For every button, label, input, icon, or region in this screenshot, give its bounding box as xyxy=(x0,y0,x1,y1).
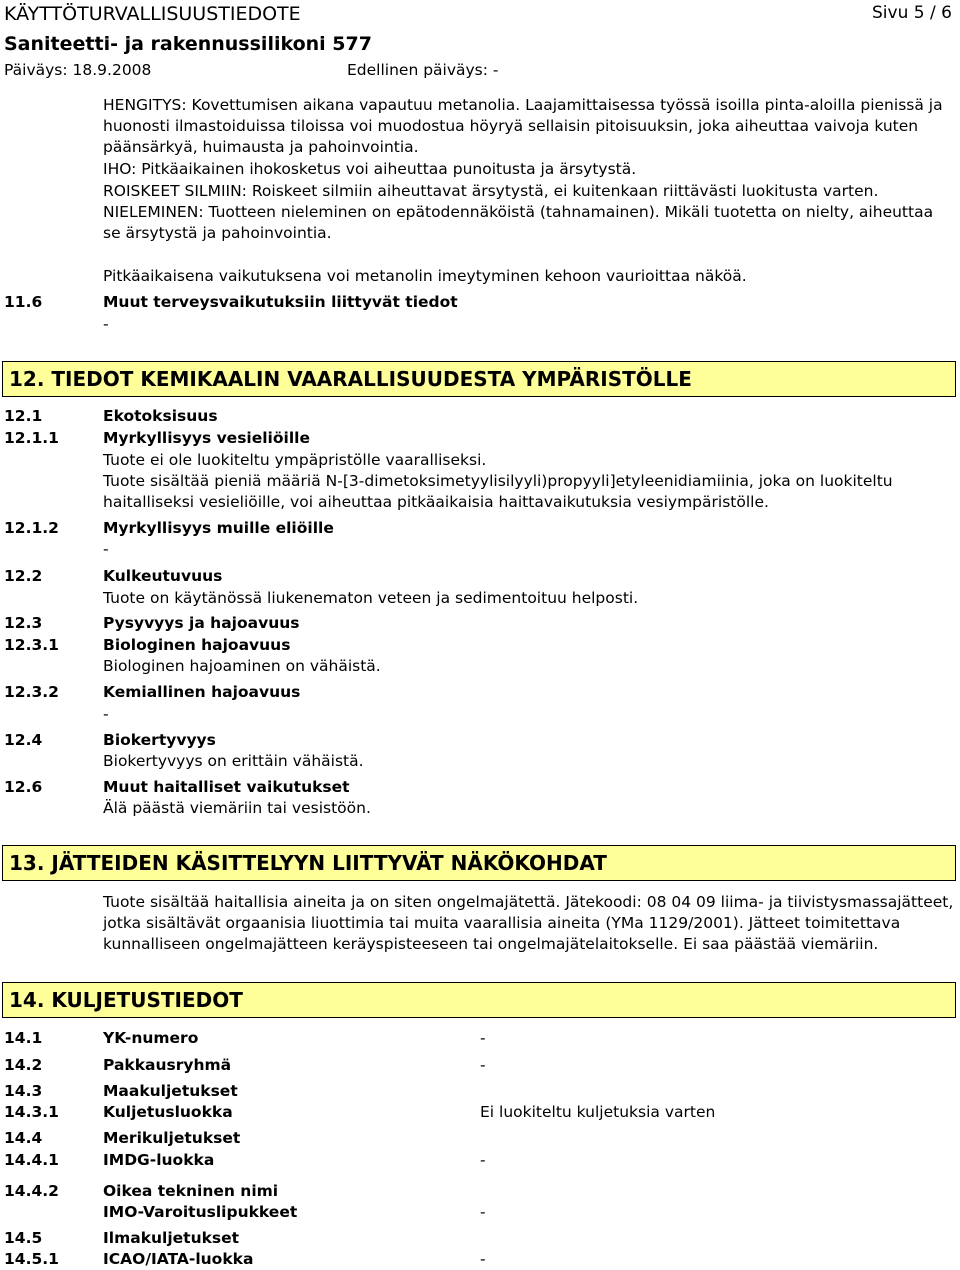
section-13-header xyxy=(2,845,956,881)
section-number: 12.3.2 xyxy=(4,683,59,701)
transport-label: Maakuljetukset xyxy=(103,1082,238,1100)
transport-label: Oikea tekninen nimi xyxy=(103,1182,279,1200)
hengitys-text: HENGITYS: Kovettumisen aikana vapautuu metanolia. Laajamittaisessa työssä isoilla pinta-aloilla pienissä ja huonosti ilmastoiduissa tiloissa voi muodostua höyryä sellaisin pitoisuuksin, joka aiheuttaa vaivoja kuten päänsärkyä, huimausta ja pahoinvointia. xyxy=(103,96,943,156)
transport-num: 14.5 xyxy=(4,1229,43,1247)
section-14-title: 14. KULJETUSTIEDOT xyxy=(9,988,243,1012)
transport-num: 14.1 xyxy=(4,1029,43,1047)
section-number: 12.1 xyxy=(4,407,43,425)
section-title: Biokertyvyys xyxy=(103,731,216,749)
transport-label: Kuljetusluokka xyxy=(103,1103,233,1121)
transport-num: 14.4.1 xyxy=(4,1151,59,1169)
section-number: 12.4 xyxy=(4,731,43,749)
section-number: 12.3.1 xyxy=(4,636,59,654)
section-text: Älä päästä viemäriin tai vesistöön. xyxy=(103,799,371,817)
transport-num: 14.4.2 xyxy=(4,1182,59,1200)
section-text: Biologinen hajoaminen on vähäistä. xyxy=(103,657,381,675)
section-title: Muut haitalliset vaikutukset xyxy=(103,778,350,796)
transport-label: Merikuljetukset xyxy=(103,1129,241,1147)
transport-value: - xyxy=(480,1203,486,1221)
disposal-text: Tuote sisältää haitallisia aineita ja on siten ongelmajätettä. Jätekoodi: 08 04 09 liima- ja tiivistysmassajätteet, jotka sisältävät orgaanisia liuottimia tai muita vaarallisia aineita (YMa 1129/2001). Jätteet toimitettava kunnalliseen ongelmajätteen keräyspisteeseen tai ongelmajätelaitokselle. Ei saa päästää viemäriin. xyxy=(103,893,954,953)
section-number: 11.6 xyxy=(4,293,43,311)
transport-label: ICAO/IATA-luokka xyxy=(103,1250,254,1268)
section-text: Biokertyvyys on erittäin vähäistä. xyxy=(103,752,364,770)
transport-num: 14.3 xyxy=(4,1082,43,1100)
transport-value: - xyxy=(480,1029,486,1047)
transport-value: - xyxy=(480,1250,486,1268)
section-value: - xyxy=(103,315,109,333)
section-title: Kemiallinen hajoavuus xyxy=(103,683,301,701)
section-value: - xyxy=(103,540,109,558)
transport-label: YK-numero xyxy=(103,1029,199,1047)
pitkaaikainen-text: Pitkäaikaisena vaikutuksena voi metanolin imeytyminen kehoon vaurioittaa näköä. xyxy=(103,267,747,285)
transport-label: Ilmakuljetukset xyxy=(103,1229,240,1247)
section-14-header xyxy=(2,982,956,1018)
section-13-title: 13. JÄTTEIDEN KÄSITTELYYN LIITTYVÄT NÄKÖKOHDAT xyxy=(9,851,607,875)
previous-date: Edellinen päiväys: - xyxy=(347,61,499,79)
section-title: Ekotoksisuus xyxy=(103,407,218,425)
transport-value: - xyxy=(480,1151,486,1169)
nieleminen-text: NIELEMINEN: Tuotteen nieleminen on epätodennäköistä (tahnamainen). Mikäli tuotetta on nielty, aiheuttaa se ärsytystä ja pahoinvointia. xyxy=(103,203,934,242)
page-number: Sivu 5 / 6 xyxy=(872,3,952,23)
section-title: Pysyvyys ja hajoavuus xyxy=(103,614,300,632)
section-title: Biologinen hajoavuus xyxy=(103,636,291,654)
section-text: Tuote ei ole luokiteltu ympäpristölle vaaralliseksi. xyxy=(103,451,487,469)
roiskeet-text: ROISKEET SILMIIN: Roiskeet silmiin aiheuttavat ärsytystä, ei kuitenkaan riittävästi luokitusta varten. xyxy=(103,182,879,200)
section-number: 12.1.1 xyxy=(4,429,59,447)
section-12-title: 12. TIEDOT KEMIKAALIN VAARALLISUUDESTA YMPÄRISTÖLLE xyxy=(9,367,692,391)
transport-num: 14.2 xyxy=(4,1056,43,1074)
section-title: Muut terveysvaikutuksiin liittyvät tiedot xyxy=(103,293,458,311)
section-title: Myrkyllisyys vesieliöille xyxy=(103,429,310,447)
section-title: Myrkyllisyys muille eliöille xyxy=(103,519,334,537)
iho-text: IHO: Pitkäaikainen ihokosketus voi aiheuttaa punoitusta ja ärsytystä. xyxy=(103,160,637,178)
transport-label: Pakkausryhmä xyxy=(103,1056,232,1074)
section-12-header xyxy=(2,361,956,397)
transport-num: 14.5.1 xyxy=(4,1250,59,1268)
transport-value: Ei luokiteltu kuljetuksia varten xyxy=(480,1103,716,1121)
section-value: - xyxy=(103,705,109,723)
section-title: Kulkeutuvuus xyxy=(103,567,223,585)
section-number: 12.3 xyxy=(4,614,43,632)
transport-label: IMO-Varoituslipukkeet xyxy=(103,1203,298,1221)
product-name: Saniteetti- ja rakennussilikoni 577 xyxy=(4,33,372,55)
section-number: 12.6 xyxy=(4,778,43,796)
section-text: Tuote on käytänössä liukenematon veteen ja sedimentoituu helposti. xyxy=(103,589,639,607)
transport-label: IMDG-luokka xyxy=(103,1151,215,1169)
transport-num: 14.3.1 xyxy=(4,1103,59,1121)
date: Päiväys: 18.9.2008 xyxy=(4,61,152,79)
section-number: 12.2 xyxy=(4,567,43,585)
section-text: Tuote sisältää pieniä määriä N-[3-dimetoksimetyylisilyyli)propyyli]etyleenidiamiinia, joka on luokiteltu haitalliseksi vesieliöille, voi aiheuttaa pitkäaikaisia haittavaikutuksia vesiympäristölle. xyxy=(103,472,893,511)
transport-num: 14.4 xyxy=(4,1129,43,1147)
section-number: 12.1.2 xyxy=(4,519,59,537)
document-type: KÄYTTÖTURVALLISUUSTIEDOTE xyxy=(4,3,301,25)
transport-value: - xyxy=(480,1056,486,1074)
